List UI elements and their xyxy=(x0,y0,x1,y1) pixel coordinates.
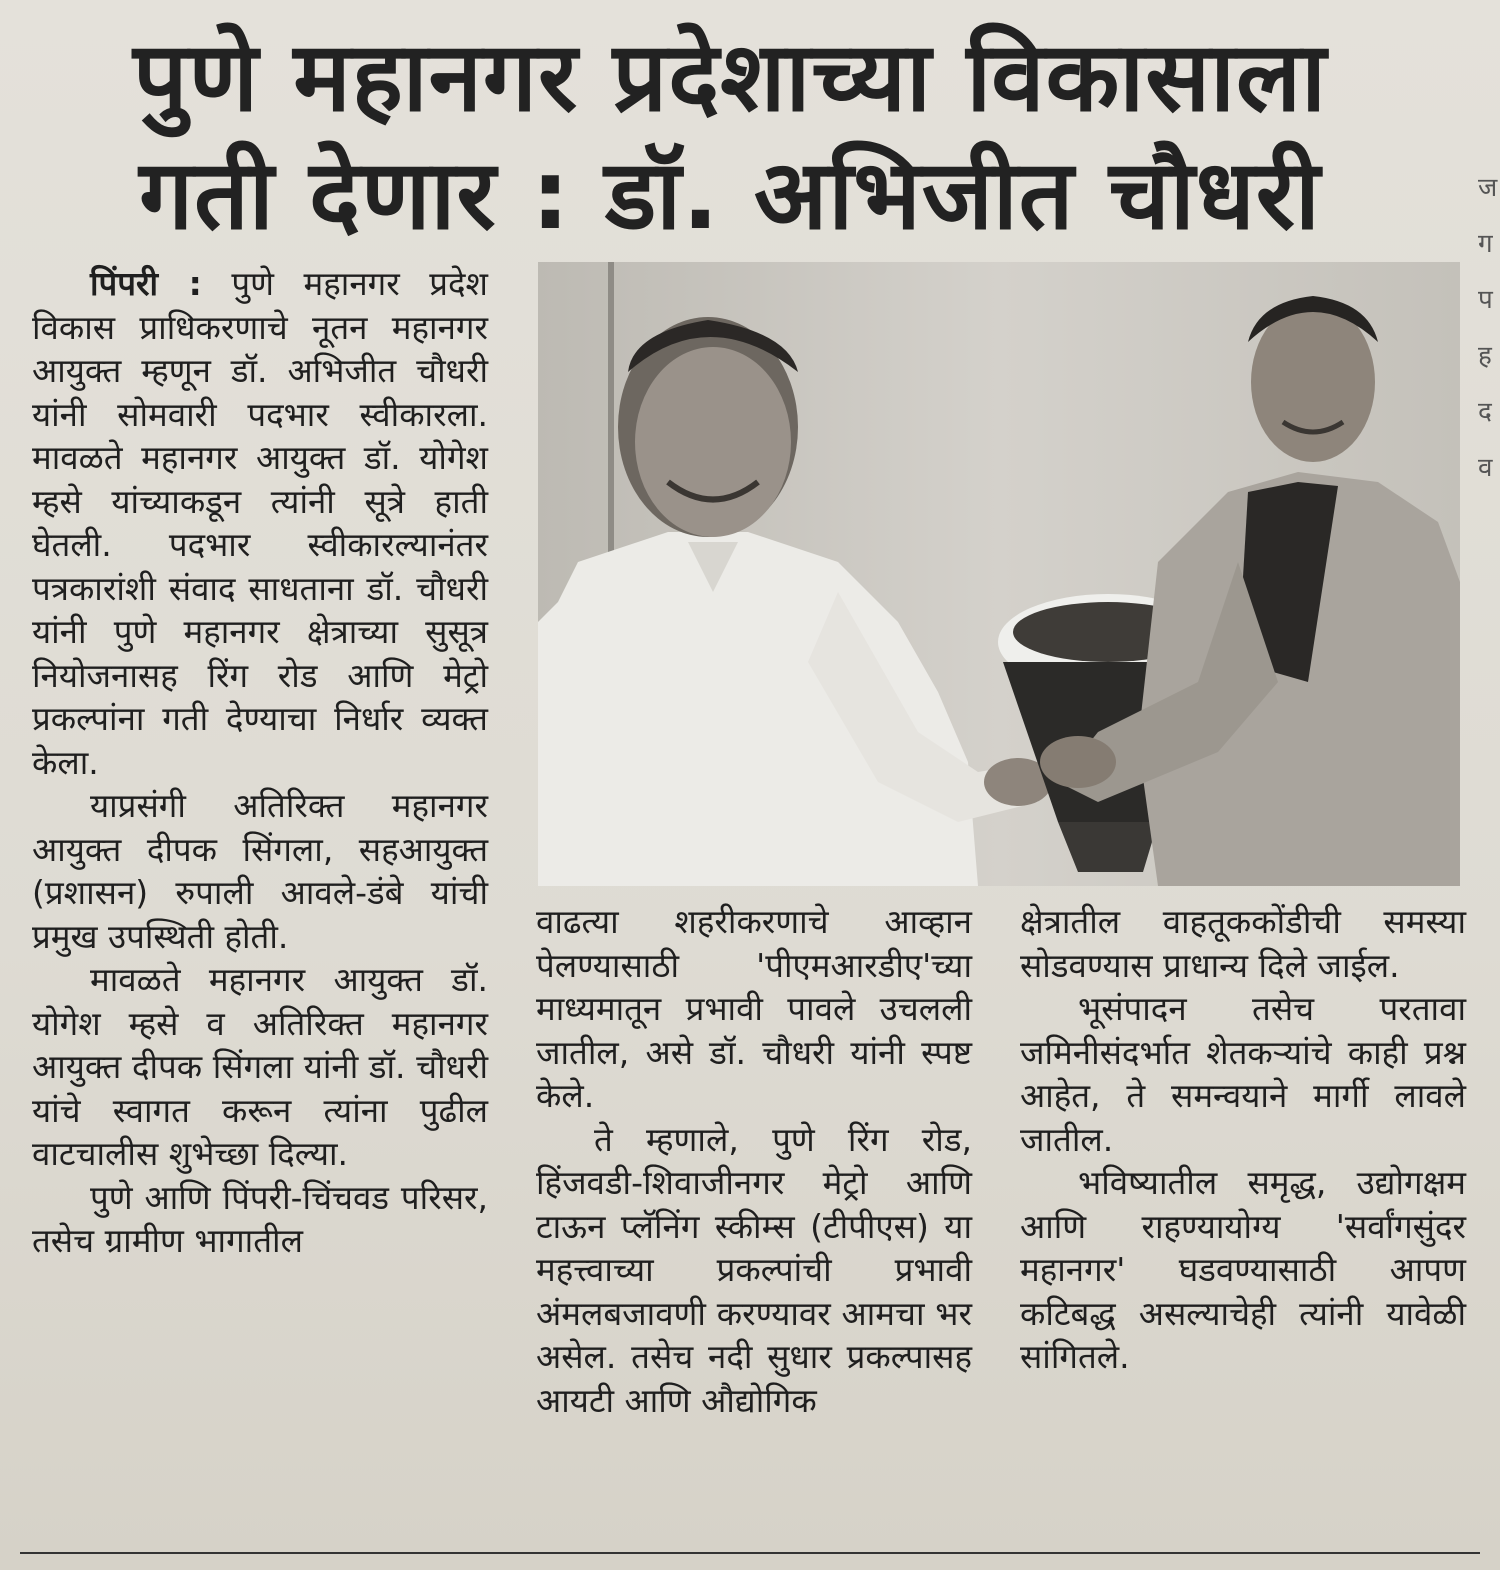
paragraph: मावळते महानगर आयुक्त डॉ. योगेश म्हसे व अतिरिक्त महानगर आयुक्त दीपक सिंगला यांनी डॉ. चौधरी यांचे स्वागत करून त्यांना पुढील वाटचालीस शुभेच्छा दिल्या. xyxy=(32,960,488,1173)
photo-two-men-bouquet-icon xyxy=(538,262,1460,886)
adjacent-column-edge xyxy=(1478,160,1500,1570)
edge-char: ह xyxy=(1478,341,1492,371)
edge-char: द xyxy=(1478,397,1492,427)
lead-paragraph xyxy=(32,262,488,784)
paragraph: ते म्हणाले, पुणे रिंग रोड, हिंजवडी-शिवाजीनगर मेट्रो आणि टाऊन प्लॅनिंग स्कीम्स (टीपीएस) या महत्त्वाच्या प्रकल्पांची प्रभावी अंमलबजावणी करण्यावर आमचा भर असेल. तसेच नदी सुधार प्रकल्पासह आयटी आणि औद्योगिक xyxy=(536,1119,972,1420)
paragraph: पुणे आणि पिंपरी-चिंचवड परिसर, तसेच ग्रामीण भागातील xyxy=(32,1177,488,1260)
paragraph: याप्रसंगी अतिरिक्त महानगर आयुक्त दीपक सिंगला, सहआयुक्त (प्रशासन) रुपाली आवले-डंबे यांची प्रमुख उपस्थिती होती. xyxy=(32,786,488,956)
news-photo xyxy=(538,262,1460,886)
headline xyxy=(30,18,1430,254)
edge-char: ग xyxy=(1478,229,1493,259)
paragraph: भूसंपादन तसेच परतावा जमिनीसंदर्भात शेतकऱ्यांचे काही प्रश्न आहेत, ते समन्वयाने मार्गी लावले जातील. xyxy=(1020,989,1466,1159)
headline-line-1: पुणे महानगर प्रदेशाच्या विकासाला xyxy=(133,21,1327,133)
paragraph: भविष्यातील समृद्ध, उद्योगक्षम आणि राहण्यायोग्य 'सर्वांगसुंदर महानगर' घडवण्यासाठी आपण कटिबद्ध असल्याचेही त्यांनी यावेळी सांगितले. xyxy=(1020,1163,1466,1376)
edge-char: ज xyxy=(1478,173,1498,203)
edge-char: व xyxy=(1478,453,1493,483)
article-column-3 xyxy=(1020,900,1466,1379)
bottom-rule xyxy=(20,1552,1480,1554)
headline-line-2: गती देणार : डॉ. अभिजीत चौधरी xyxy=(139,139,1321,251)
paragraph: वाढत्या शहरीकरणाचे आव्हान पेलण्यासाठी 'पीएमआरडीए'च्या माध्यमातून प्रभावी पावले उचलली जातील, असे डॉ. चौधरी यांनी स्पष्ट केले. xyxy=(536,902,972,1115)
dateline: पिंपरी : xyxy=(90,264,202,303)
edge-char: प xyxy=(1478,285,1493,315)
article-column-2 xyxy=(536,900,972,1422)
lead-text: पुणे महानगर प्रदेश विकास प्राधिकरणाचे नूतन महानगर आयुक्त म्हणून डॉ. अभिजीत चौधरी यांनी सोमवारी पदभार स्वीकारला. मावळते महानगर आयुक्त डॉ. योगेश म्हसे यांच्याकडून त्यांनी सूत्रे हाती घेतली. पदभार स्वीकारल्यानंतर पत्रकारांशी संवाद साधताना डॉ. चौधरी यांनी पुणे महानगर क्षेत्राच्या सुसूत्र नियोजनासह रिंग रोड आणि मेट्रो प्रकल्पांना गती देण्याचा निर्धार व्यक्त केला. xyxy=(32,264,488,782)
paragraph: क्षेत्रातील वाहतूककोंडीची समस्या सोडवण्यास प्राधान्य दिले जाईल. xyxy=(1020,902,1466,985)
article-column-1 xyxy=(32,262,488,1263)
